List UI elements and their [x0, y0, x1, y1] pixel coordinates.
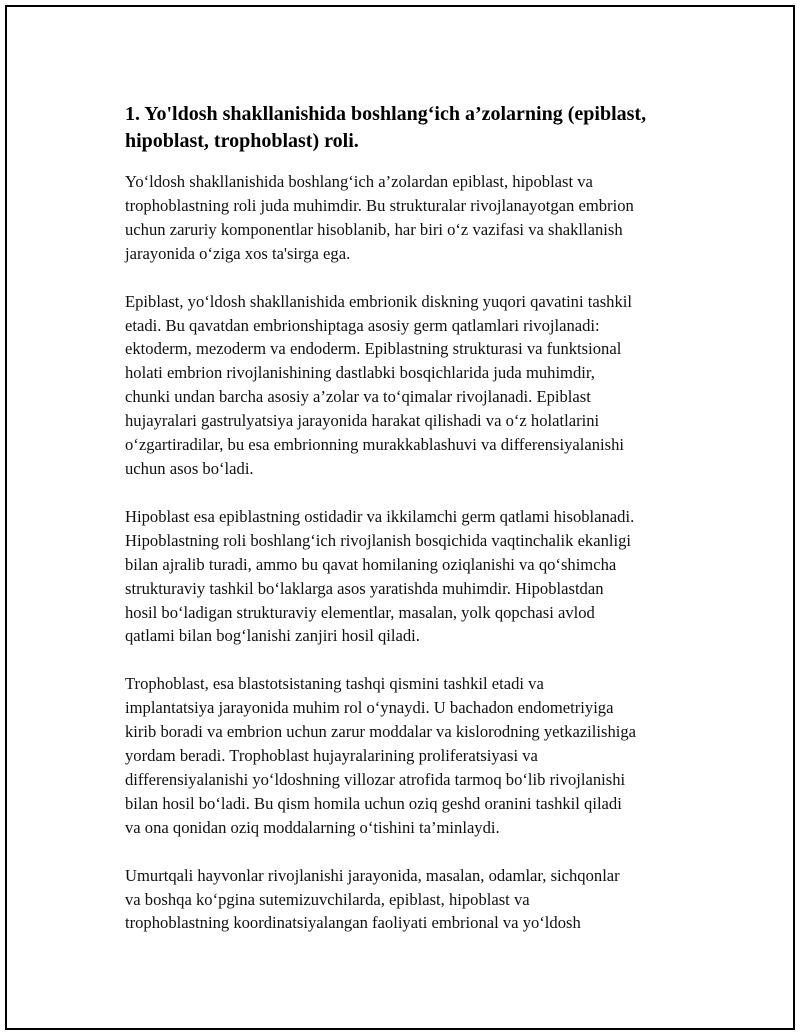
paragraph-trophoblast: [125, 672, 695, 839]
text-line: etadi. Bu qavatdan embrionshiptaga asosiy germ qatlamlari rivojlanadi:: [125, 315, 600, 335]
text-line: yordam beradi. Trophoblast hujayralarining proliferatsiyasi va: [125, 746, 538, 766]
text-line: va boshqa ko‘pgina sutemizuvchilarda, epiblast, hipoblast va: [125, 889, 530, 909]
text-line: uchun asos bo‘ladi.: [125, 458, 254, 478]
text-line: Umurtqali hayvonlar rivojlanishi jarayonida, masalan, odamlar, sichqonlar: [125, 865, 620, 885]
text-line: Hipoblastning roli boshlang‘ich rivojlanish bosqichida vaqtinchalik ekanligi: [125, 530, 632, 550]
text-line: Hipoblast esa epiblastning ostidadir va ikkilamchi germ qatlami hisoblanadi.: [125, 506, 635, 526]
text-line: strukturaviy tashkil bo‘laklarga asos yaratishda muhimdir. Hipoblastdan: [125, 578, 604, 598]
text-line: jarayonida o‘ziga xos ta'sirga ega.: [125, 243, 351, 263]
text-line: ektoderm, mezoderm va endoderm. Epiblastning strukturasi va funktsional: [125, 339, 622, 359]
document-body: [125, 101, 695, 959]
text-line: qatlami bilan bog‘lanishi zanjiri hosil qiladi.: [125, 626, 420, 646]
text-line: holati embrion rivojlanishining dastlabki bosqichlarida juda muhimdir,: [125, 363, 595, 383]
text-line: Epiblast, yo‘ldosh shakllanishida embrionik diskning yuqori qavatini tashkil: [125, 291, 632, 311]
text-line: trophoblastning koordinatsiyalangan faoliyati embrional va yo‘ldosh: [125, 913, 581, 933]
text-line: hujayralari gastrulyatsiya jarayonida harakat qilishadi va o‘z holatlarini: [125, 411, 600, 431]
text-line: implantatsiya jarayonida muhim rol o‘ynaydi. U bachadon endometriyiga: [125, 698, 614, 718]
document-page: [5, 5, 795, 1030]
section-heading: [125, 101, 695, 155]
text-line: kirib boradi va embrion uchun zarur moddalar va kislorodning yetkazilishiga: [125, 722, 637, 742]
text-line: chunki undan barcha asosiy a’zolar va to‘qimalar rivojlanadi. Epiblast: [125, 387, 591, 407]
paragraph-intro: [125, 170, 695, 266]
text-line: hosil bo‘ladigan strukturaviy elementlar, masalan, yolk qopchasi avlod: [125, 602, 595, 622]
heading-line: 1. Yo'ldosh shakllanishida boshlang‘ich a’zolarning (epiblast,: [125, 103, 647, 125]
text-line: Trophoblast, esa blastotsistaning tashqi qismini tashkil etadi va: [125, 674, 544, 694]
text-line: trophoblastning roli juda muhimdir. Bu strukturalar rivojlanayotgan embrion: [125, 195, 634, 215]
paragraph-hipoblast: [125, 505, 695, 648]
paragraph-vertebrates: [125, 864, 695, 936]
text-line: Yo‘ldosh shakllanishida boshlang‘ich a’zolardan epiblast, hipoblast va: [125, 172, 593, 191]
paragraph-epiblast: [125, 290, 695, 481]
text-line: differensiyalanishi yo‘ldoshning villozar atrofida tarmoq bo‘lib rivojlanishi: [125, 769, 626, 789]
text-line: bilan hosil bo‘ladi. Bu qism homila uchun oziq geshd oranini tashkil qiladi: [125, 793, 622, 813]
text-line: va ona qonidan oziq moddalarning o‘tishini ta’minlaydi.: [125, 817, 500, 837]
text-line: uchun zaruriy komponentlar hisoblanib, har biri o‘z vazifasi va shakllanish: [125, 219, 623, 239]
heading-line: hipoblast, trophoblast) roli.: [125, 130, 359, 152]
text-line: o‘zgartiradilar, bu esa embrionning murakkablashuvi va differensiyalanishi: [125, 435, 624, 455]
text-line: bilan ajralib turadi, ammo bu qavat homilaning oziqlanishi va qo‘shimcha: [125, 554, 617, 574]
